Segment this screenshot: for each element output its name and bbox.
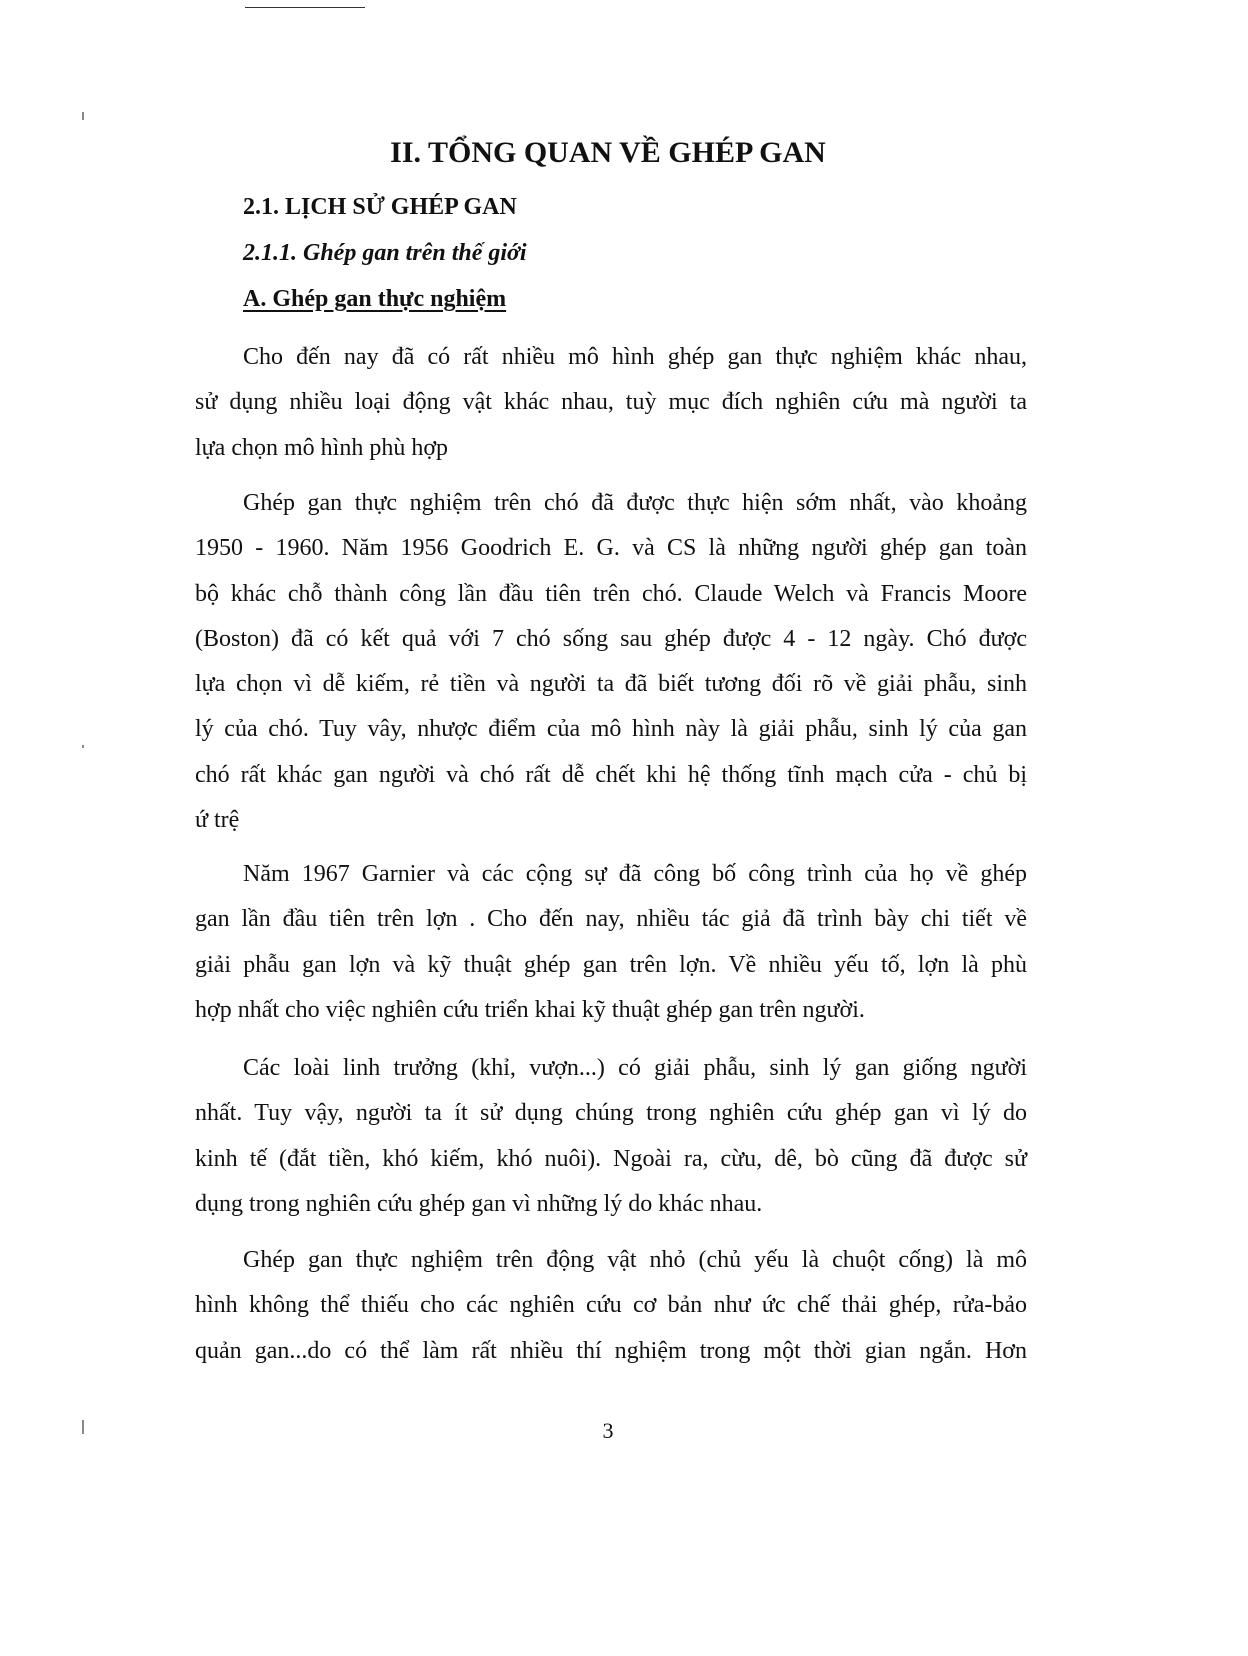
paragraph-line: hợp nhất cho việc nghiên cứu triển khai kỹ thuật ghép gan trên người. (195, 996, 865, 1023)
paragraph-line: 1950 - 1960. Năm 1956 Goodrich E. G. và CS là những người ghép gan toàn (195, 535, 1027, 562)
paragraph-line: Ghép gan thực nghiệm trên chó đã được thực hiện sớm nhất, vào khoảng (243, 490, 1027, 516)
scan-mark (82, 112, 84, 120)
paragraph-line: bộ khác chỗ thành công lần đầu tiên trên chó. Claude Welch và Francis Moore (195, 580, 1027, 607)
paragraph-line: quản gan...do có thể làm rất nhiều thí nghiệm trong một thời gian ngắn. Hơn (195, 1337, 1027, 1364)
paragraph-line: lý của chó. Tuy vây, nhược điểm của mô hình này là giải phẫu, sinh lý của gan (195, 716, 1027, 743)
paragraph-line: Ghép gan thực nghiệm trên động vật nhỏ (chủ yếu là chuột cống) là mô (243, 1247, 1027, 1273)
body-paragraph (195, 335, 1027, 471)
body-paragraph (195, 1046, 1027, 1227)
body-paragraph (195, 481, 1027, 843)
paragraph-line: Các loài linh trưởng (khỉ, vượn...) có giải phẫu, sinh lý gan giống người (243, 1055, 1027, 1081)
paragraph-line: dụng trong nghiên cứu ghép gan vì những lý do khác nhau. (195, 1190, 763, 1217)
paragraph-line: chó rất khác gan người và chó rất dễ chết khi hệ thống tĩnh mạch cửa - chủ bị (195, 761, 1027, 788)
paragraph-line: nhất. Tuy vậy, người ta ít sử dụng chúng trong nghiên cứu ghép gan vì lý do (195, 1100, 1027, 1127)
subsection-heading: 2.1.1. Ghép gan trên thế giới (243, 240, 527, 266)
chapter-title: II. TỔNG QUAN VỀ GHÉP GAN (390, 136, 826, 169)
section-heading: 2.1. LỊCH SỬ GHÉP GAN (243, 194, 517, 220)
subsubsection-heading: A. Ghép gan thực nghiệm (243, 286, 507, 312)
page-number: 3 (602, 1418, 614, 1443)
paragraph-line: sử dụng nhiều loại động vật khác nhau, tuỳ mục đích nghiên cứu mà người ta (195, 389, 1027, 416)
paragraph-line: (Boston) đã có kết quả với 7 chó sống sau ghép được 4 - 12 ngày. Chó được (195, 625, 1027, 652)
paragraph-line: Cho đến nay đã có rất nhiều mô hình ghép gan thực nghiệm khác nhau, (243, 344, 1027, 370)
paragraph-line: gan lần đầu tiên trên lợn . Cho đến nay, nhiều tác giả đã trình bày chi tiết về (195, 906, 1027, 933)
paragraph-line: ứ trệ (195, 807, 240, 834)
paragraph-line: lựa chọn mô hình phù hợp (195, 434, 449, 461)
paragraph-line: hình không thể thiếu cho các nghiên cứu cơ bản như ức chế thải ghép, rửa-bảo (195, 1292, 1027, 1319)
paragraph-line: giải phẫu gan lợn và kỹ thuật ghép gan trên lợn. Về nhiều yếu tố, lợn là phù (195, 951, 1027, 978)
header-rule (245, 7, 365, 8)
paragraph-line: Năm 1967 Garnier và các cộng sự đã công bố công trình của họ về ghép (243, 861, 1027, 887)
scan-mark (82, 745, 84, 748)
paragraph-line: kinh tế (đắt tiền, khó kiếm, khó nuôi). Ngoài ra, cừu, dê, bò cũng đã được sử (195, 1145, 1027, 1172)
body-paragraph (195, 852, 1027, 1033)
paragraph-line: lựa chọn vì dễ kiếm, rẻ tiền và người ta đã biết tương đối rõ về giải phẫu, sinh (195, 671, 1027, 698)
body-paragraph (195, 1238, 1027, 1374)
